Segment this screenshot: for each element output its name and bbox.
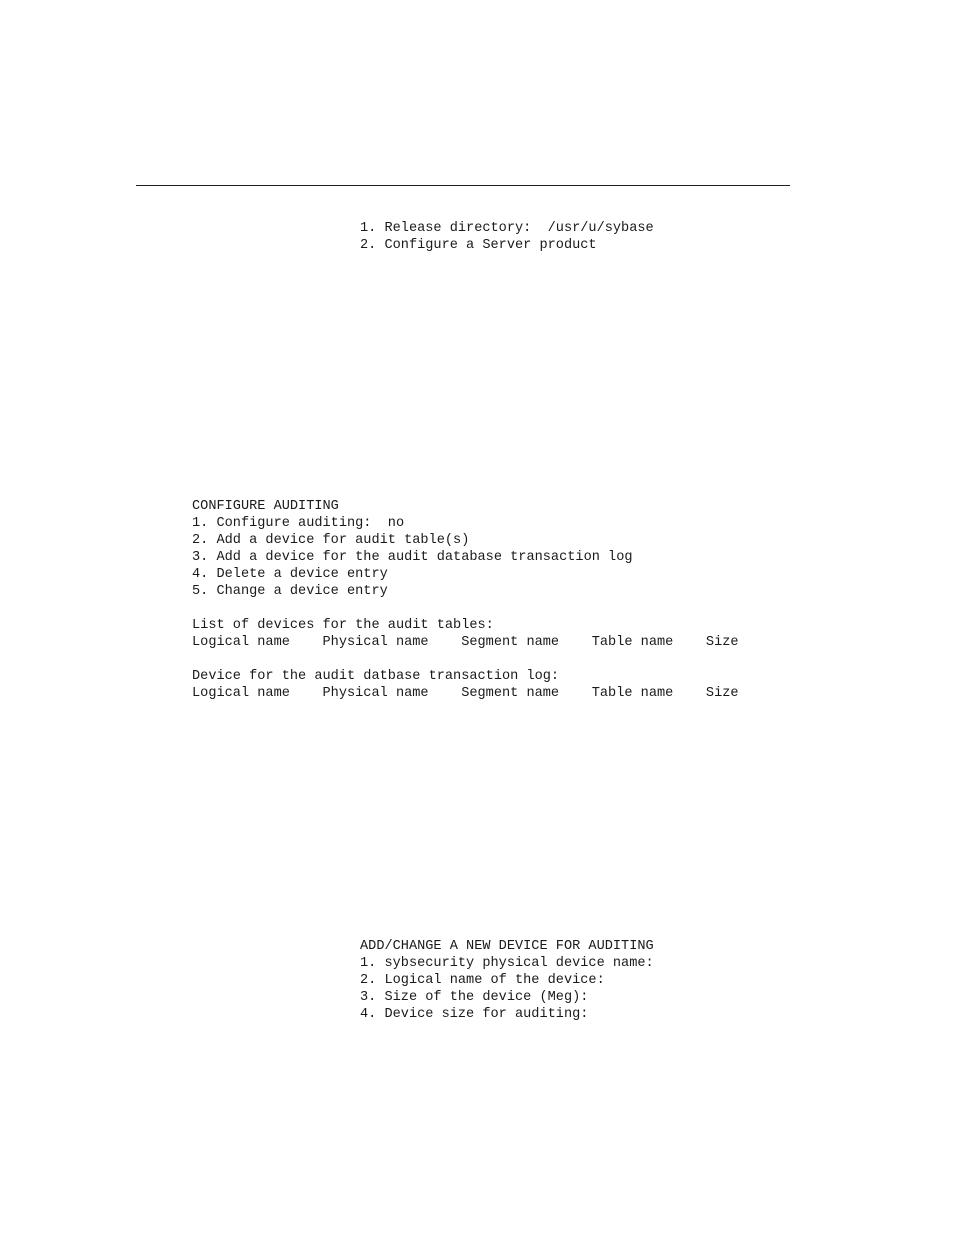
configure-server-item: 2. Configure a Server product (360, 238, 597, 253)
spacer (192, 600, 739, 617)
auditing-size-item: 4. Device size for auditing: (360, 1007, 589, 1022)
spacer (192, 651, 739, 668)
add-audit-table-device-item: 2. Add a device for audit table(s) (192, 533, 470, 548)
audit-tables-column-header: Logical name Physical name Segment name Table name Size (192, 635, 739, 650)
configure-auditing-item: 1. Configure auditing: no (192, 516, 405, 531)
auditing-menu-title: CONFIGURE AUDITING (192, 499, 339, 514)
configure-auditing-menu (192, 498, 739, 702)
header-rule (136, 185, 790, 186)
add-transaction-log-device-item: 3. Add a device for the audit database transaction log (192, 550, 633, 565)
audit-tables-heading: List of devices for the audit tables: (192, 618, 494, 633)
release-directory-item: 1. Release directory: /usr/u/sybase (360, 221, 654, 236)
logical-name-item: 2. Logical name of the device: (360, 973, 605, 988)
delete-device-item: 4. Delete a device entry (192, 567, 388, 582)
device-menu-title: ADD/CHANGE A NEW DEVICE FOR AUDITING (360, 939, 654, 954)
add-change-device-menu (360, 938, 654, 1023)
physical-device-name-item: 1. sybsecurity physical device name: (360, 956, 654, 971)
device-size-item: 3. Size of the device (Meg): (360, 990, 589, 1005)
transaction-log-heading: Device for the audit datbase transaction log: (192, 669, 560, 684)
change-device-item: 5. Change a device entry (192, 584, 388, 599)
transaction-log-column-header: Logical name Physical name Segment name Table name Size (192, 686, 739, 701)
release-menu (360, 220, 654, 254)
